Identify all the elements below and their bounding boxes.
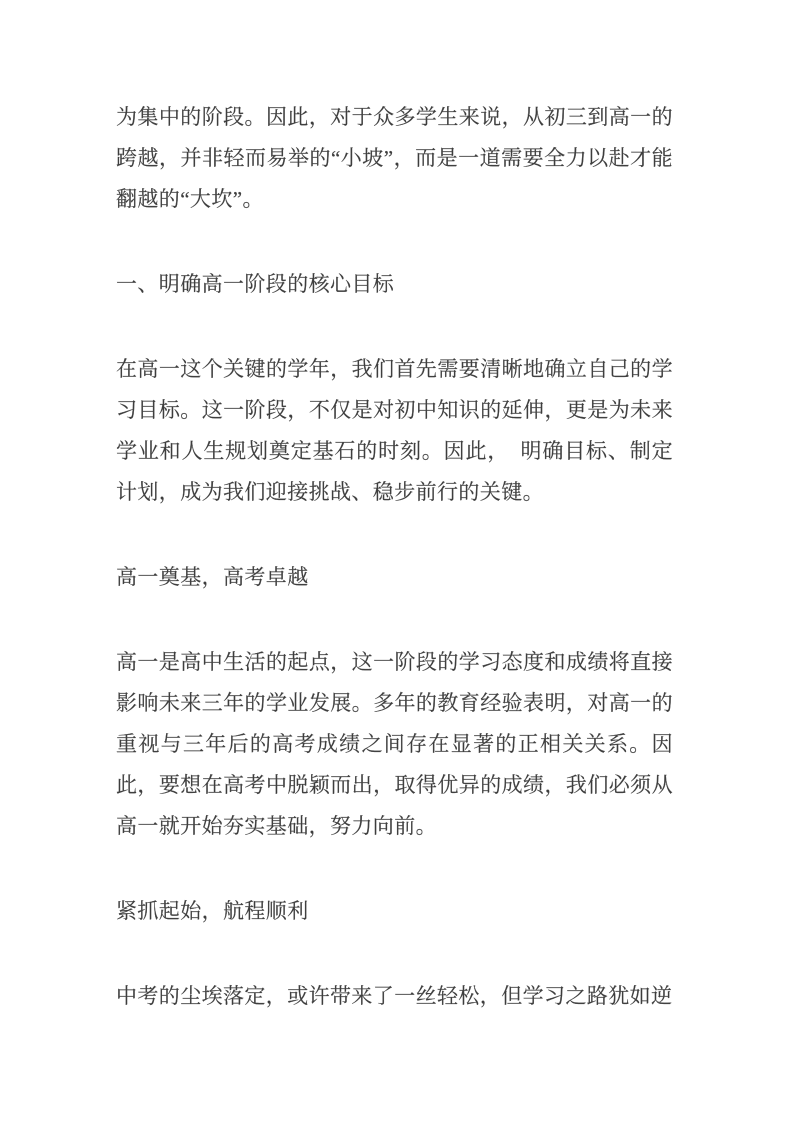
subsection-heading-smooth-voyage: 紧抓起始，航程顺利 [116, 899, 309, 923]
document-content [116, 97, 673, 1017]
paragraph-gaokao-correlation: 高一是高中生活的起点，这一阶段的学习态度和成绩将直接影响未来三年的学业发展。多年的教育经验表明，对高一的重视与三年后的高考成绩之间存在显著的正相关关系。因此，要想在高考中脱颖而出，取得优异的成绩，我们必须从高一就开始夯实基础，努力向前。 [116, 650, 673, 838]
paragraph-after-zhongkao-truncated: 中考的尘埃落定，或许带来了一丝轻松，但学习之路犹如逆 [116, 984, 673, 1008]
paragraph-learning-goals: 在高一这个关键的学年，我们首先需要清晰地确立自己的学习目标。这一阶段，不仅是对初中知识的延伸，更是为未来学业和人生规划奠定基石的时刻。因此， 明确目标、制定计划，成为我们迎接挑战、稳步前行的关键。 [116, 357, 673, 504]
section-heading-core-goals: 一、明确高一阶段的核心目标 [116, 272, 395, 296]
subsection-heading-foundation: 高一奠基，高考卓越 [116, 565, 309, 589]
paragraph-continued-from-previous-page: 为集中的阶段。因此，对于众多学生来说，从初三到高一的跨越，并非轻而易举的“小坡”，而是一道需要全力以赴才能翻越的“大坎”。 [116, 105, 673, 211]
